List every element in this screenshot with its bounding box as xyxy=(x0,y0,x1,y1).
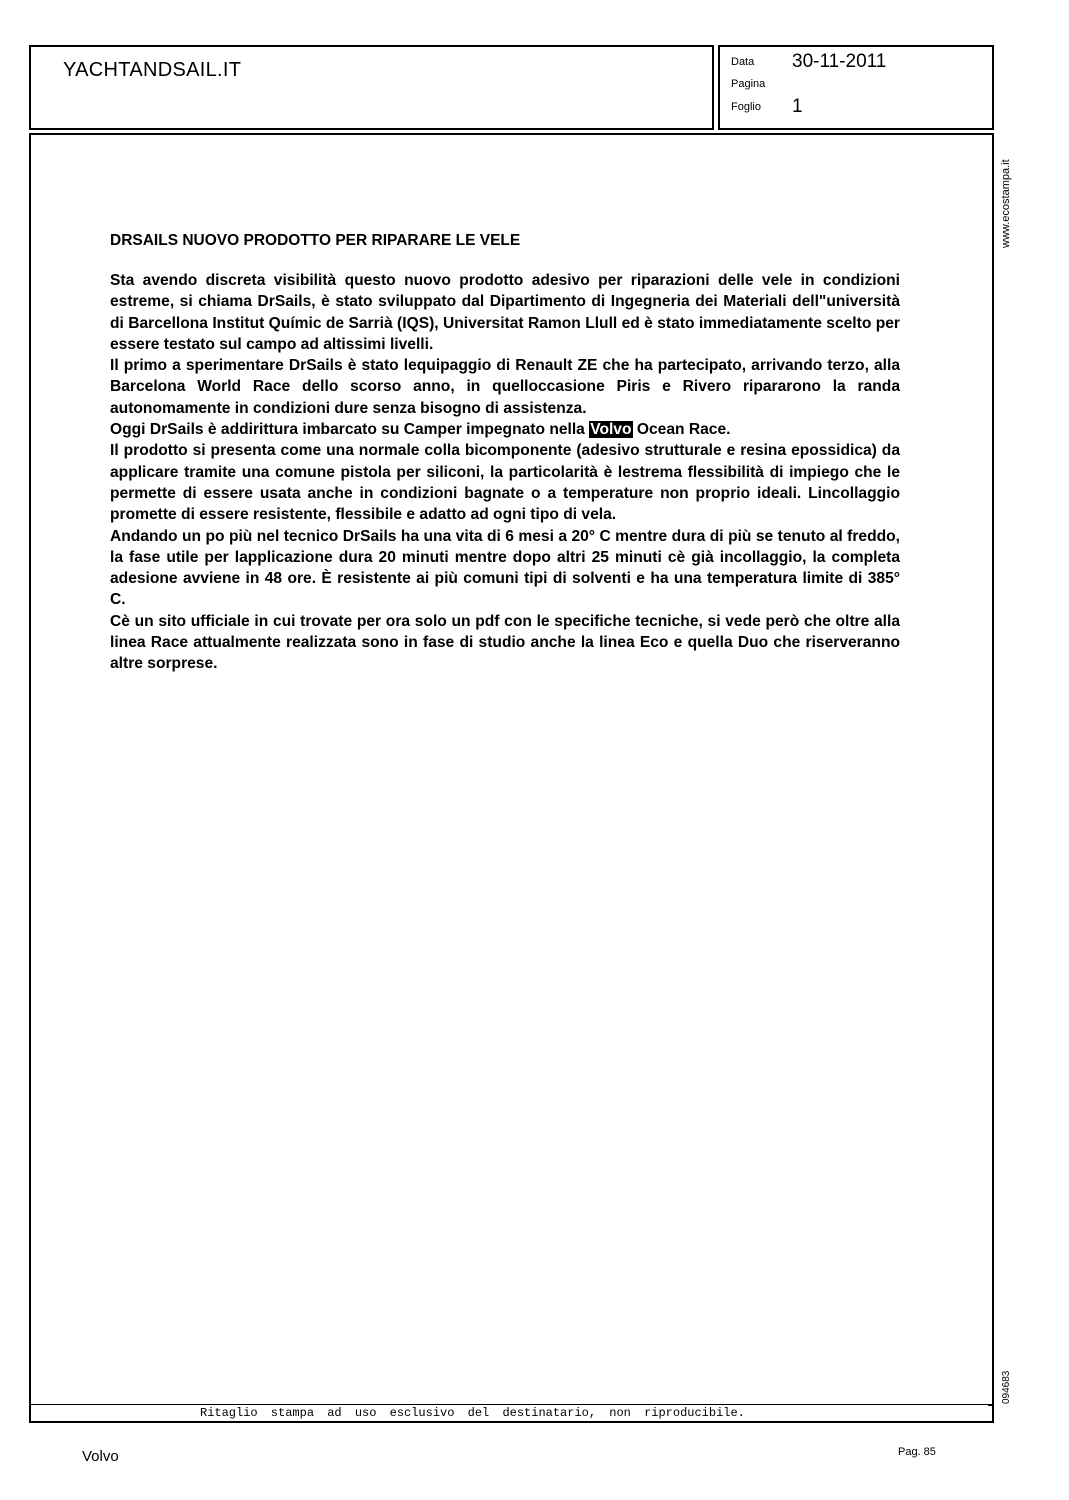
frame-tick xyxy=(988,1405,994,1406)
header-meta-box xyxy=(718,45,994,130)
date-label: Data xyxy=(731,56,755,68)
header-source-box xyxy=(29,45,714,130)
article-paragraph: Sta avendo discreta visibilità questo nuovo prodotto adesivo per riparazioni delle vele in condizioni estreme, si chiama DrSails, è stato sviluppato dal Dipartimento di Ingegneria dei Materiali dell"università di Barcellona Institut Químic de Sarrià (IQS), Universitat Ramon Llull ed è stato immediatamente scelto per essere testato sul campo ad altissimi livelli. xyxy=(110,272,900,353)
article-title: DRSAILS NUOVO PRODOTTO PER RIPARARE LE VELE xyxy=(110,232,521,249)
date-value: 30-11-2011 xyxy=(792,51,887,72)
ecostampa-url: www.ecostampa.it xyxy=(1000,159,1012,248)
article-paragraph: Andando un po più nel tecnico DrSails ha una vita di 6 mesi a 20° C mentre dura di più se tenuto al freddo, la fase utile per lapplicazione dura 20 minuti mentre dopo altri 25 minuti cè già incollaggio, la completa adesione avviene in 48 ore. È resistente ai più comuni tipi di solventi e ha una temperatura limite di 385° C. xyxy=(110,527,900,609)
clipping-code: 094683 xyxy=(1001,1370,1012,1404)
source-name: YACHTANDSAIL.IT xyxy=(63,59,242,81)
sheet-label: Foglio xyxy=(731,101,761,113)
disclaimer-divider xyxy=(31,1404,992,1405)
paragraph-text: Oggi DrSails è addirittura imbarcato su Camper impegnato nella xyxy=(110,421,585,439)
disclaimer-text: Ritaglio stampa ad uso esclusivo del destinatario, non riproducibile. xyxy=(200,1406,745,1420)
page-number: Pag. 85 xyxy=(898,1446,936,1458)
article-paragraph: Il primo a sperimentare DrSails è stato lequipaggio di Renault ZE che ha partecipato, arrivando terzo, alla Barcelona World Race dello scorso anno, in quelloccasione Piris e Rivero ripararono la randa autonomamente in condizioni dure senza bisogno di assistenza. xyxy=(110,357,900,417)
article-body xyxy=(110,270,900,675)
sheet-value: 1 xyxy=(792,96,803,117)
article-paragraph: Cè un sito ufficiale in cui trovate per ora solo un pdf con le specifiche tecniche, si vede però che oltre alla linea Race attualmente realizzata sono in fase di studio anche la linea Eco e quella Duo che riserveranno altre sorprese. xyxy=(110,612,900,673)
footer-keyword: Volvo xyxy=(82,1448,119,1465)
paragraph-text: Ocean Race. xyxy=(636,421,731,439)
page-label: Pagina xyxy=(731,78,766,90)
keyword-highlight: Volvo xyxy=(590,421,632,439)
article-paragraph: Il prodotto si presenta come una normale colla bicomponente (adesivo strutturale e resina epossidica) da applicare tramite una comune pistola per siliconi, la particolarità è lestrema flessibilità di impiego che le permette di essere usata anche in condizioni bagnate o a temperature non proprio ideali. Lincollaggio promette di essere resistente, flessibile e adatto ad ogni tipo di vela. xyxy=(110,442,900,524)
article-paragraph xyxy=(110,419,900,440)
article xyxy=(110,232,900,675)
